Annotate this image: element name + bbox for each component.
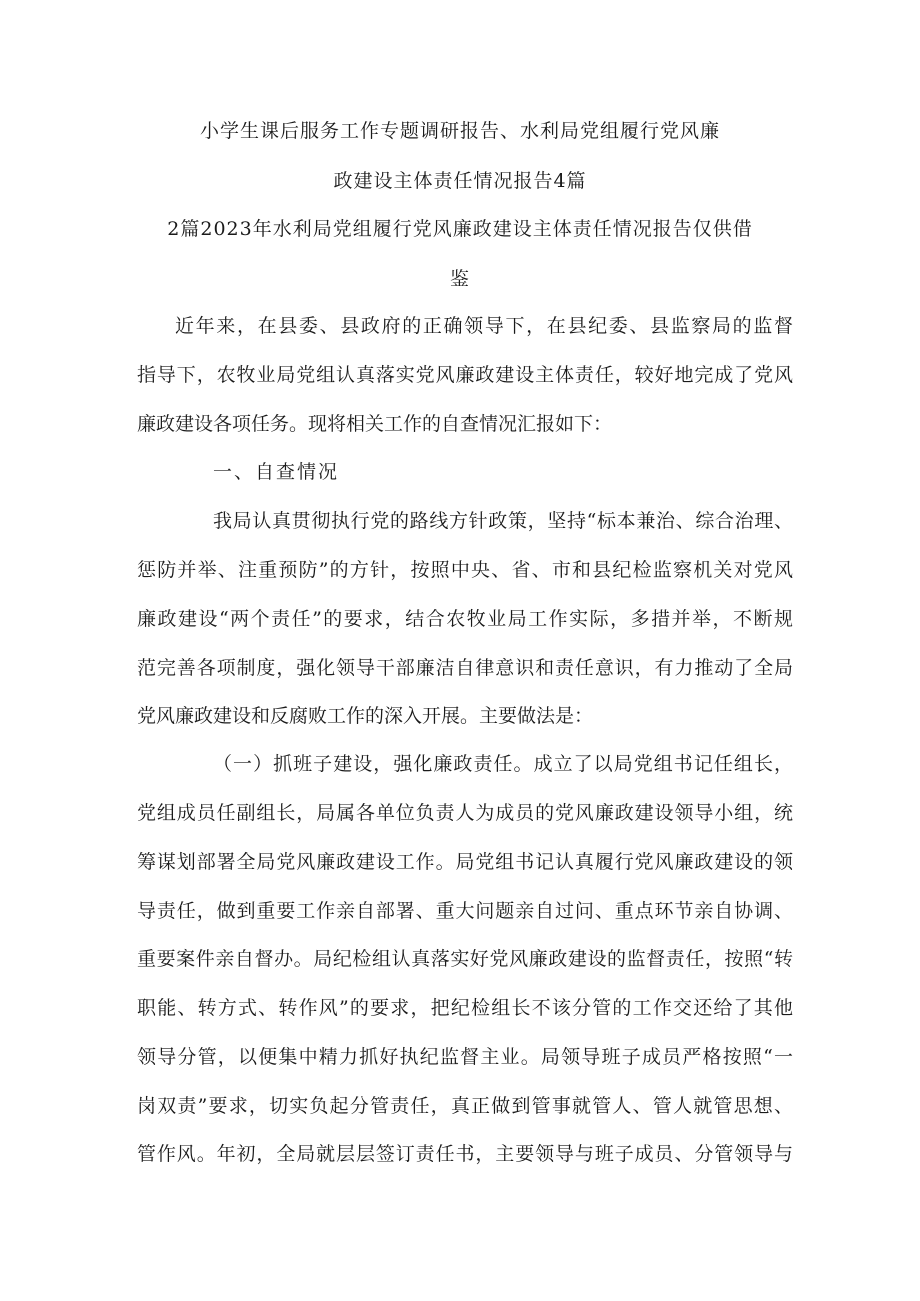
paragraph-line: 指导下，农牧业局党组认真落实党风廉政建设主体责任，较好地完成了党风	[137, 364, 793, 386]
document-subtitle-line-1: 2篇2023年水利局党组履行党风廉政建设主体责任情况报告仅供借	[167, 218, 753, 240]
paragraph-line: 近年来，在县委、县政府的正确领导下，在县纪委、县监察局的监督	[175, 315, 793, 337]
paragraph-line: 我局认真贯彻执行党的路线方针政策，坚持“标本兼治、综合治理、	[213, 510, 793, 532]
paragraph-line: 重要案件亲自督办。局纪检组认真落实好党风廉政建设的监督责任，按照“转	[137, 948, 793, 970]
document-title-line-2: 政建设主体责任情况报告4篇	[333, 170, 587, 192]
paragraph-line: 岗双责”要求，切实负起分管责任，真正做到管事就管人、管人就管思想、	[137, 1095, 793, 1117]
paragraph-line: 职能、转方式、转作风”的要求，把纪检组长不该分管的工作交还给了其他	[137, 997, 793, 1019]
paragraph-line: 廉政建设各项任务。现将相关工作的自查情况汇报如下：	[137, 413, 613, 435]
paragraph-line: 筹谋划部署全局党风廉政建设工作。局党组书记认真履行党风廉政建设的领	[137, 851, 793, 873]
paragraph-line: 党风廉政建设和反腐败工作的深入开展。主要做法是：	[137, 705, 594, 727]
paragraph-line: 范完善各项制度，强化领导干部廉洁自律意识和责任意识，有力推动了全局	[137, 657, 793, 679]
paragraph-line: 惩防并举、注重预防”的方针，按照中央、省、市和县纪检监察机关对党风	[137, 559, 793, 581]
paragraph-line: 管作风。年初，全局就层层签订责任书，主要领导与班子成员、分管领导与	[137, 1143, 793, 1165]
paragraph-line: 党组成员任副组长，局属各单位负责人为成员的党风廉政建设领导小组，统	[137, 802, 793, 824]
subsection-heading-line: （一）抓班子建设，强化廉政责任。成立了以局党组书记任组长，	[213, 753, 793, 775]
document-title-line-1: 小学生课后服务工作专题调研报告、水利局党组履行党风廉	[199, 120, 720, 142]
document-subtitle-line-2: 鉴	[449, 268, 470, 290]
paragraph-line: 廉政建设“两个责任”的要求，结合农牧业局工作实际，多措并举，不断规	[137, 608, 793, 630]
paragraph-line: 导责任，做到重要工作亲自部署、重大问题亲自过问、重点环节亲自协调、	[137, 900, 793, 922]
paragraph-line: 领导分管，以便集中精力抓好执纪监督主业。局领导班子成员严格按照“一	[137, 1046, 793, 1068]
section-heading: 一、自查情况	[213, 461, 340, 483]
